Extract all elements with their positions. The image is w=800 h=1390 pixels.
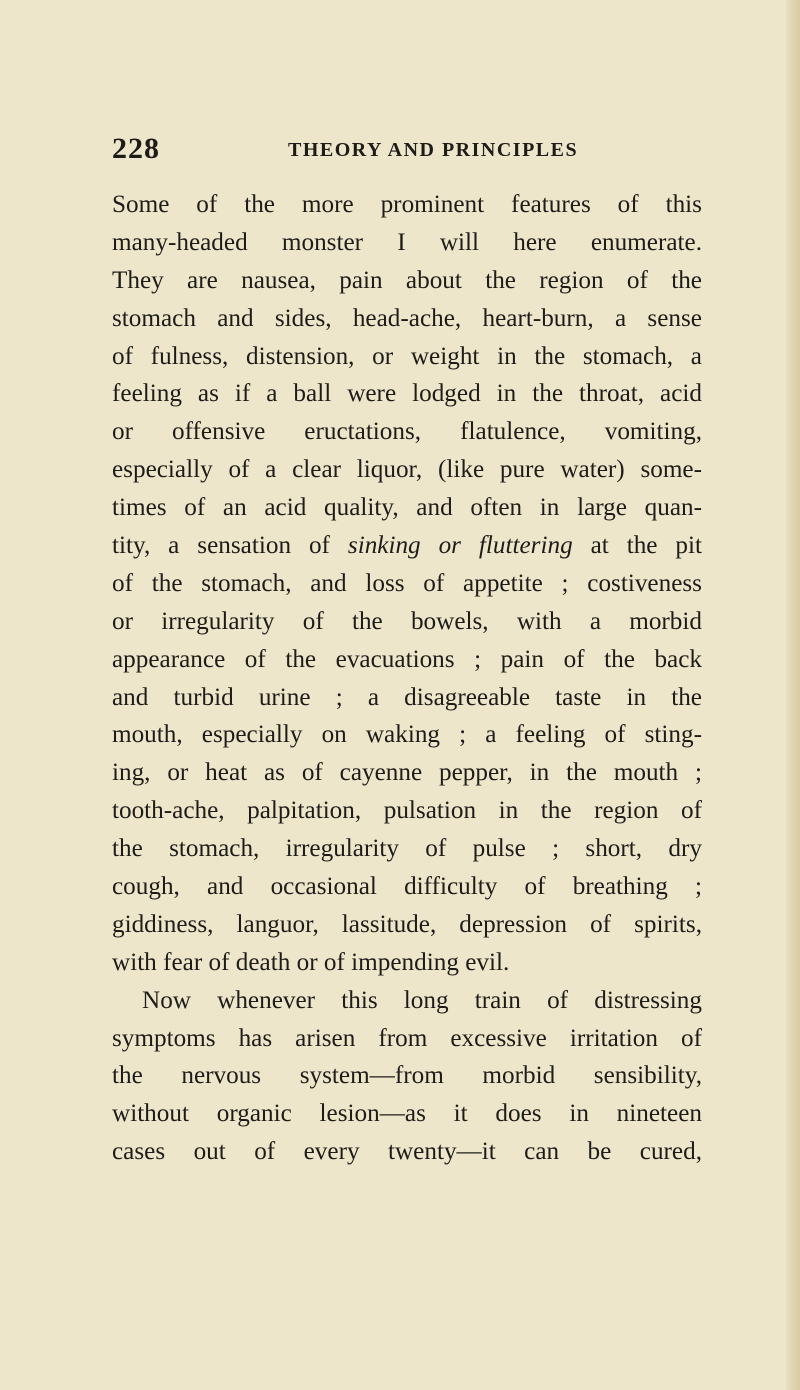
text-line: mouth, especially on waking ; a feeling of sting- (112, 721, 702, 749)
running-head: THEORY AND PRINCIPLES (288, 139, 579, 161)
text-line: giddiness, languor, lassitude, depression of spirits, (112, 910, 702, 938)
text-line: They are nausea, pain about the region of the (112, 266, 702, 294)
text-line: tooth-ache, palpitation, pulsation in the region of (112, 797, 702, 825)
italic-phrase: sinking or fluttering (347, 532, 573, 560)
text-line: or irregularity of the bowels, with a morbid (112, 607, 702, 635)
text-line: Some of the more prominent features of this (112, 191, 702, 218)
text-line: feeling as if a ball were lodged in the throat, acid (112, 380, 702, 408)
text-line: and turbid urine ; a disagreeable taste in the (112, 683, 702, 711)
text-line: of the stomach, and loss of appetite ; costiveness (112, 569, 702, 597)
text-line: of fulness, distension, or weight in the stomach, a (112, 342, 702, 370)
text-line: stomach and sides, head-ache, heart-burn, a sense (112, 304, 702, 332)
text-line: cough, and occasional difficulty of breathing ; (112, 873, 702, 901)
text-line: appearance of the evacuations ; pain of the back (112, 645, 702, 673)
paragraph-2 (112, 982, 702, 1171)
text-line: or offensive eructations, flatulence, vomiting, (112, 418, 702, 446)
page-number: 228 (112, 132, 160, 165)
text-segment: tity, a sensation of (112, 532, 348, 560)
body-text (112, 186, 702, 1171)
paragraph-1 (112, 186, 702, 982)
text-line: Now whenever this long train of distressing (142, 986, 702, 1014)
text-line: times of an acid quality, and often in large quan- (112, 494, 702, 522)
text-line: without organic lesion—as it does in nineteen (112, 1100, 702, 1128)
text-segment: at the pit (572, 532, 703, 560)
text-line-with-italic (112, 527, 702, 565)
text-line: cases out of every twenty—it can be cured, (112, 1138, 702, 1166)
page-header (112, 132, 702, 168)
text-line: many-headed monster I will here enumerate. (112, 228, 702, 256)
text-line: especially of a clear liquor, (like pure water) some- (112, 456, 702, 484)
text-line: the stomach, irregularity of pulse ; short, dry (112, 835, 702, 863)
text-line: symptoms has arisen from excessive irritation of (112, 1024, 702, 1052)
page-edge (786, 0, 800, 1390)
text-line: ing, or heat as of cayenne pepper, in the mouth ; (112, 759, 702, 787)
text-line: with fear of death or of impending evil. (112, 948, 510, 976)
text-line: the nervous system—from morbid sensibility, (112, 1062, 702, 1090)
